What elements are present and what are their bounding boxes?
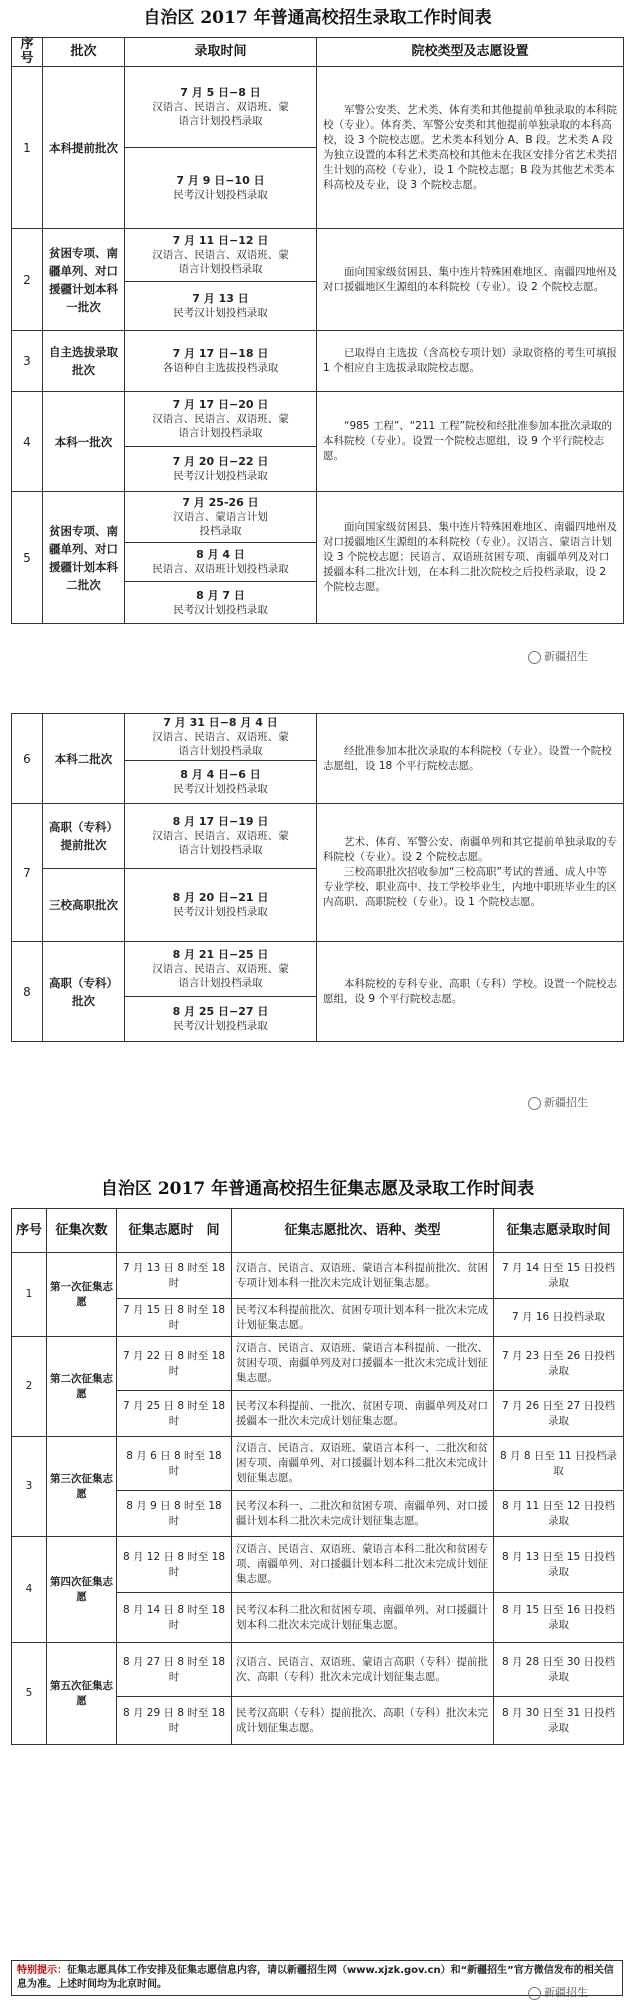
collection-batch: 汉语言、民语言、双语班、蒙语言本科一、二批次和贫困专项、南疆单列、对口援疆计划本科二批次未完成计划征集志愿。 [232, 1437, 494, 1491]
admission-date: 7 月 5 日−8 日 [180, 86, 261, 99]
round-name: 第四次征集志愿 [47, 1537, 117, 1643]
table-row [12, 492, 624, 543]
admission-time-cell [125, 229, 317, 282]
watermark-3: 新疆招生 [528, 1984, 588, 2000]
table-row [12, 714, 624, 761]
table-row [12, 67, 624, 148]
collection-time: 8 月 29 日 8 时至 18 时 [117, 1697, 232, 1745]
institution-description [317, 229, 624, 331]
admission-date: 8 月 7 日 [196, 588, 245, 602]
admission-plan: 汉语言、民语言、双语班、蒙 [152, 101, 289, 113]
admission-plan: 语言计划投档录取 [178, 844, 263, 856]
admission-plan: 民语言、双语班计划投档录取 [152, 563, 289, 575]
admission-schedule-table-part2 [11, 713, 624, 1042]
description-paragraph: 军警公安类、艺术类、体育类和其他提前单独录取的本科院校（专业）。体育类、军警公安类和其他提前单独录取的本科高校，设 3 个院校志愿。艺术类本科划分 A、B 段。艺术类 A 段为独立设置的本科艺术类高校和其他未在我区安排分省艺术类招生计划的高校（专业），设 1 个院校志愿；B 段为其他艺术类本科高校及专业，设 3 个院校志愿。 [323, 103, 617, 191]
header-num: 序号 [12, 38, 43, 67]
row-number: 1 [12, 1253, 47, 1337]
admission-time-cell [125, 148, 317, 229]
admission-time-cell [125, 804, 317, 869]
round-name: 第五次征集志愿 [47, 1643, 117, 1745]
admission-time: 7 月 16 日投档录取 [494, 1299, 624, 1337]
admission-plan: 各语种自主选拔投档录取 [162, 362, 279, 374]
admission-schedule-table-part1 [11, 37, 624, 624]
admission-time-cell [125, 492, 317, 543]
round-name: 第二次征集志愿 [47, 1337, 117, 1437]
description-paragraph: 本科院校的专科专业、高职（专科）学校。设置一个院校志愿组，设 9 个平行院校志愿。 [323, 977, 617, 1005]
batch-name: 贫困专项、南疆单列、对口援疆计划本科一批次 [43, 229, 125, 331]
admission-date: 8 月 4 日 [196, 548, 245, 561]
collection-time: 8 月 6 日 8 时至 18 时 [117, 1437, 232, 1491]
row-number: 5 [12, 1643, 47, 1745]
watermark-1: 新疆招生 [528, 648, 588, 664]
admission-time-cell [125, 869, 317, 942]
row-number: 4 [12, 392, 43, 492]
admission-time-cell [125, 282, 317, 331]
collection-batch: 汉语言、民语言、双语班、蒙语言本科提前批次、贫困专项计划本科一批次未完成计划征集志愿。 [232, 1253, 494, 1299]
collection-time: 8 月 12 日 8 时至 18 时 [117, 1537, 232, 1593]
batch-name: 高职（专科）批次 [43, 942, 125, 1042]
row-number: 2 [12, 229, 43, 331]
header-time: 录取时间 [125, 38, 317, 67]
institution-description [317, 942, 624, 1042]
institution-description [317, 492, 624, 624]
admission-date: 7 月 9 日−10 日 [176, 174, 265, 187]
admission-date: 7 月 11 日−12 日 [172, 234, 269, 247]
round-name: 第一次征集志愿 [47, 1253, 117, 1337]
admission-plan: 民考汉计划投档录取 [173, 470, 268, 482]
admission-date: 7 月 17 日−18 日 [172, 347, 269, 360]
admission-time: 8 月 8 日至 11 日投档录取 [494, 1437, 624, 1491]
admission-time: 8 月 11 日至 12 日投档录取 [494, 1491, 624, 1537]
supplementary-schedule-table [11, 1208, 624, 1745]
row-number: 4 [12, 1537, 47, 1643]
row-number: 1 [12, 67, 43, 229]
description-paragraph: 已取得自主选拔（含高校专项计划）录取资格的考生可填报 1 个相应自主选拔录取院校志愿。 [323, 347, 617, 374]
wechat-icon [528, 1987, 541, 2000]
admission-plan: 汉语言、民语言、双语班、蒙 [152, 830, 289, 842]
description-paragraph: 面向国家级贫困县、集中连片特殊困难地区、南疆四地州及对口援疆地区生源组的本科院校（专业）。汉语言、蒙语言计划设 3 个院校志愿；民语言、双语班贫困专项、南疆单列及对口援疆本科二批次计划，在本科二批次院校之后投档录取，设 2 个院校志愿。 [323, 521, 617, 593]
row-number: 7 [12, 804, 43, 942]
admission-plan: 汉语言、民语言、双语班、蒙 [152, 413, 289, 425]
table-row [12, 942, 624, 997]
admission-plan: 语言计划投档录取 [178, 977, 263, 989]
notice-text: 征集志愿具体工作安排及征集志愿信息内容，请以新疆招生网（www.xjzk.gov.cn）和“新疆招生”官方微信发布的相关信息为准。上述时间均为北京时间。 [17, 1965, 614, 1990]
admission-time: 7 月 26 日至 27 日投档录取 [494, 1391, 624, 1437]
admission-time: 8 月 30 日至 31 日投档录取 [494, 1697, 624, 1745]
admission-date: 7 月 20 日−22 日 [172, 455, 269, 468]
admission-time-cell [125, 997, 317, 1042]
admission-plan: 语言计划投档录取 [178, 263, 263, 275]
admission-plan: 民考汉计划投档录取 [173, 1020, 268, 1032]
header-time: 征集志愿时 间 [117, 1209, 232, 1253]
admission-date: 8 月 20 日−21 日 [172, 891, 269, 904]
admission-date: 8 月 25 日−27 日 [172, 1005, 269, 1018]
institution-description [317, 714, 624, 804]
institution-description [317, 804, 624, 942]
table-row [12, 804, 624, 869]
admission-plan: 民考汉计划投档录取 [173, 783, 268, 795]
collection-batch: 民考汉本科一、二批次和贫困专项、南疆单列、对口援疆计划本科二批次未完成计划征集志愿。 [232, 1491, 494, 1537]
batch-name: 本科一批次 [43, 392, 125, 492]
collection-batch: 民考汉高职（专科）提前批次、高职（专科）批次未完成计划征集志愿。 [232, 1697, 494, 1745]
admission-time-cell [125, 543, 317, 582]
admission-time: 8 月 28 日至 30 日投档录取 [494, 1643, 624, 1697]
row-number: 6 [12, 714, 43, 804]
admission-plan: 民考汉计划投档录取 [173, 189, 268, 201]
wechat-icon [528, 1097, 541, 1110]
row-number: 3 [12, 331, 43, 392]
notice-label: 特别提示： [17, 1965, 67, 1976]
admission-time-cell [125, 67, 317, 148]
admission-plan: 民考汉计划投档录取 [173, 906, 268, 918]
wechat-icon [528, 651, 541, 664]
admission-time-cell [125, 942, 317, 997]
round-name: 第三次征集志愿 [47, 1437, 117, 1537]
row-number: 8 [12, 942, 43, 1042]
admission-date: 8 月 4 日−6 日 [180, 768, 261, 781]
header-batch: 批次 [43, 38, 125, 67]
admission-time: 8 月 15 日至 16 日投档录取 [494, 1593, 624, 1643]
admission-time: 7 月 14 日至 15 日投档录取 [494, 1253, 624, 1299]
collection-time: 7 月 22 日 8 时至 18 时 [117, 1337, 232, 1391]
admission-date: 8 月 21 日−25 日 [172, 948, 269, 961]
institution-description [317, 331, 624, 392]
batch-name: 三校高职批次 [43, 869, 125, 942]
table-row [12, 229, 624, 282]
admission-time-cell [125, 392, 317, 447]
admission-date: 7 月 17 日−20 日 [172, 398, 269, 411]
header-num: 序号 [12, 1209, 47, 1253]
collection-batch: 民考汉本科提前、一批次、贫困专项、南疆单列及对口援疆本一批次未完成计划征集志愿。 [232, 1391, 494, 1437]
admission-plan: 汉语言、蒙语言计划 [173, 511, 268, 523]
institution-description [317, 392, 624, 492]
admission-date: 7 月 25-26 日 [182, 496, 259, 509]
row-number: 5 [12, 492, 43, 624]
admission-plan: 汉语言、民语言、双语班、蒙 [152, 731, 289, 743]
admission-time-cell [125, 761, 317, 804]
admission-date: 7 月 13 日 [192, 292, 249, 305]
collection-time: 8 月 14 日 8 时至 18 时 [117, 1593, 232, 1643]
admission-date: 8 月 17 日−19 日 [172, 815, 269, 828]
header-batch: 征集志愿批次、语种、类型 [232, 1209, 494, 1253]
collection-time: 7 月 15 日 8 时至 18 时 [117, 1299, 232, 1337]
page-title-supplementary: 自治区 2017 年普通高校招生征集志愿及录取工作时间表 [100, 1179, 535, 1199]
collection-batch: 民考汉本科二批次和贫困专项、南疆单列、对口援疆计划本科二批次未完成计划征集志愿。 [232, 1593, 494, 1643]
table-row [12, 392, 624, 447]
batch-name: 自主选拔录取批次 [43, 331, 125, 392]
collection-batch: 汉语言、民语言、双语班、蒙语言本科提前、一批次、贫困专项、南疆单列及对口援疆本一批次未完成计划征集志愿。 [232, 1337, 494, 1391]
admission-time-cell [125, 331, 317, 392]
collection-batch: 民考汉本科提前批次、贫困专项计划本科一批次未完成计划征集志愿。 [232, 1299, 494, 1337]
header-admit-time: 征集志愿录取时间 [494, 1209, 624, 1253]
collection-time: 8 月 9 日 8 时至 18 时 [117, 1491, 232, 1537]
admission-time: 7 月 23 日至 26 日投档录取 [494, 1337, 624, 1391]
admission-plan: 民考汉计划投档录取 [173, 603, 268, 616]
admission-time: 8 月 13 日至 15 日投档录取 [494, 1537, 624, 1593]
admission-date: 7 月 31 日−8 月 4 日 [163, 716, 278, 729]
header-round: 征集次数 [47, 1209, 117, 1253]
admission-plan: 语言计划投档录取 [178, 745, 263, 757]
description-paragraph: 艺术、体育、军警公安、南疆单列和其它提前单独录取的专科院校（专业）。设 2 个院校志愿。 [323, 836, 617, 863]
description-paragraph: “985 工程”、“211 工程”院校和经批准参加本批次录取的本科院校（专业）。设置一个院校志愿组，设 9 个平行院校志愿。 [323, 420, 613, 462]
admission-plan: 民考汉计划投档录取 [173, 307, 268, 319]
admission-time-cell [125, 447, 317, 492]
collection-batch: 汉语言、民语言、双语班、蒙语言高职（专科）提前批次、高职（专科）批次未完成计划征集志愿。 [232, 1643, 494, 1697]
table-row [12, 1437, 624, 1491]
collection-time: 7 月 25 日 8 时至 18 时 [117, 1391, 232, 1437]
table-row [12, 1337, 624, 1391]
admission-plan: 投档录取 [199, 525, 242, 537]
page-title-admission: 自治区 2017 年普通高校招生录取工作时间表 [143, 8, 492, 28]
table-row [12, 331, 624, 392]
admission-plan: 汉语言、民语言、双语班、蒙 [152, 963, 289, 975]
description-paragraph: 面向国家级贫困县、集中连片特殊困难地区、南疆四地州及对口援疆地区生源组的本科院校（专业）。设 2 个院校志愿。 [323, 265, 617, 293]
batch-name: 本科提前批次 [43, 67, 125, 229]
description-paragraph: 三校高职批次招收参加“三校高职”考试的普通、成人中等专业学校、职业高中、技工学校毕业生，内地中职班毕业生的区内高职、高职院校（专业）。设 1 个院校志愿。 [323, 866, 617, 908]
row-number: 2 [12, 1337, 47, 1437]
institution-description [317, 67, 624, 229]
table-row [12, 1253, 624, 1299]
batch-name: 高职（专科）提前批次 [43, 804, 125, 869]
admission-plan: 语言计划投档录取 [178, 427, 263, 439]
batch-name: 本科二批次 [43, 714, 125, 804]
admission-time-cell [125, 582, 317, 624]
header-type: 院校类型及志愿设置 [317, 38, 624, 67]
collection-time: 7 月 13 日 8 时至 18 时 [117, 1253, 232, 1299]
table-row [12, 1643, 624, 1697]
admission-time-cell [125, 714, 317, 761]
collection-time: 8 月 27 日 8 时至 18 时 [117, 1643, 232, 1697]
row-number: 3 [12, 1437, 47, 1537]
table-row [12, 1537, 624, 1593]
batch-name: 贫困专项、南疆单列、对口援疆计划本科二批次 [43, 492, 125, 624]
admission-plan: 语言计划投档录取 [178, 115, 263, 127]
admission-plan: 汉语言、民语言、双语班、蒙 [152, 249, 289, 261]
description-paragraph: 经批准参加本批次录取的本科院校（专业）。设置一个院校志愿组，设 18 个平行院校志愿。 [323, 744, 612, 772]
watermark-2: 新疆招生 [528, 1094, 588, 1110]
collection-batch: 汉语言、民语言、双语班、蒙语言本科二批次和贫困专项、南疆单列、对口援疆计划本科二批次未完成计划征集志愿。 [232, 1537, 494, 1593]
